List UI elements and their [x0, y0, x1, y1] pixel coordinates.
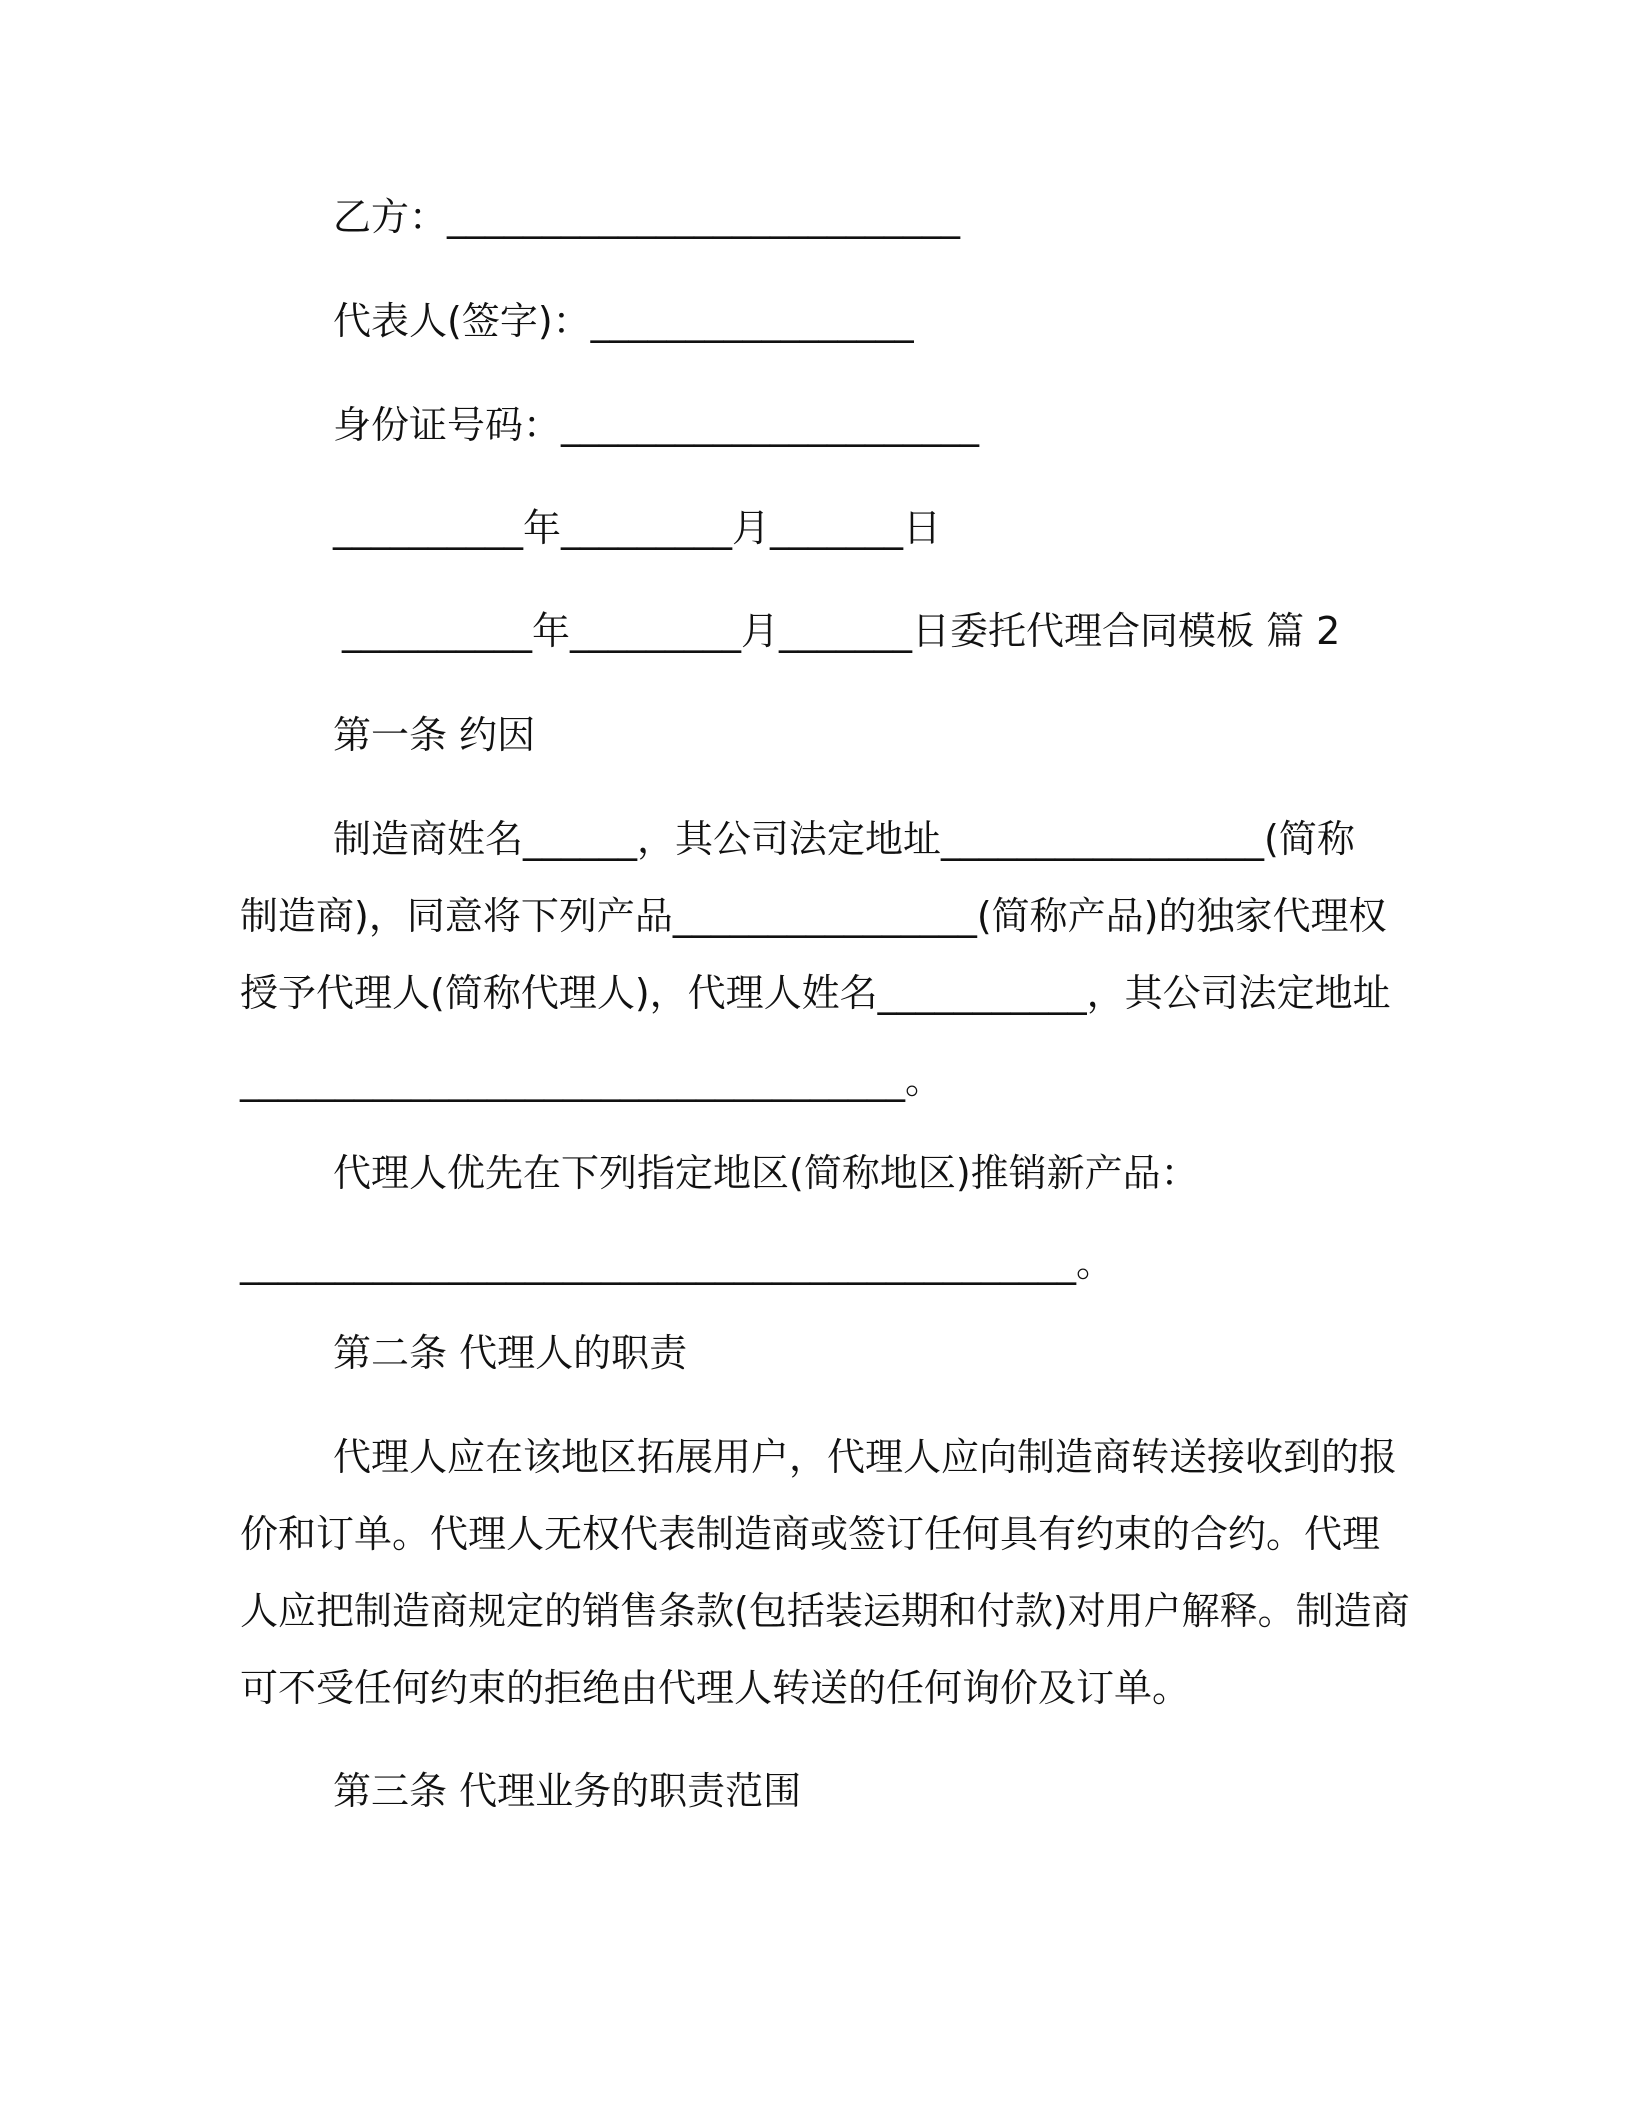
id-number-line: 身份证号码：______________________: [333, 403, 980, 447]
representative-signature-line: 代表人(签字)：_________________: [333, 299, 914, 343]
article-1-paragraph-line-1: 制造商姓名______，其公司法定地址_________________(简称: [333, 817, 1355, 861]
article-2-heading: 第二条 代理人的职责: [333, 1331, 688, 1375]
article-2-paragraph-line-1: 代理人应在该地区拓展用户，代理人应向制造商转送接收到的报: [333, 1435, 1398, 1479]
article-2-paragraph-line-2: 价和订单。代理人无权代表制造商或签订任何具有约束的合约。代理: [240, 1512, 1381, 1556]
article-1-paragraph-line-3: 授予代理人(简称代理人)，代理人姓名___________，其公司法定地址: [240, 971, 1391, 1015]
date-line: __________年_________月_______日: [333, 506, 942, 550]
article-2-paragraph-line-4: 可不受任何约束的拒绝由代理人转送的任何询价及订单。: [240, 1666, 1191, 1710]
article-2-paragraph-line-3: 人应把制造商规定的销售条款(包括装运期和付款)对用户解释。制造商: [240, 1589, 1410, 1633]
territory-intro-line: 代理人优先在下列指定地区(简称地区)推销新产品：: [333, 1151, 1199, 1195]
article-1-paragraph-line-4: ___________________________________。: [240, 1058, 944, 1102]
party-b-line: 乙方：___________________________: [333, 195, 961, 239]
article-3-heading: 第三条 代理业务的职责范围: [333, 1769, 802, 1813]
territory-blank-line: ____________________________________________。: [240, 1241, 1115, 1285]
section-title-line: __________年_________月_______日委托代理合同模板 篇 2: [342, 609, 1341, 653]
article-1-paragraph-line-2: 制造商)，同意将下列产品________________(简称产品)的独家代理权: [240, 894, 1387, 938]
article-1-heading: 第一条 约因: [333, 713, 536, 757]
